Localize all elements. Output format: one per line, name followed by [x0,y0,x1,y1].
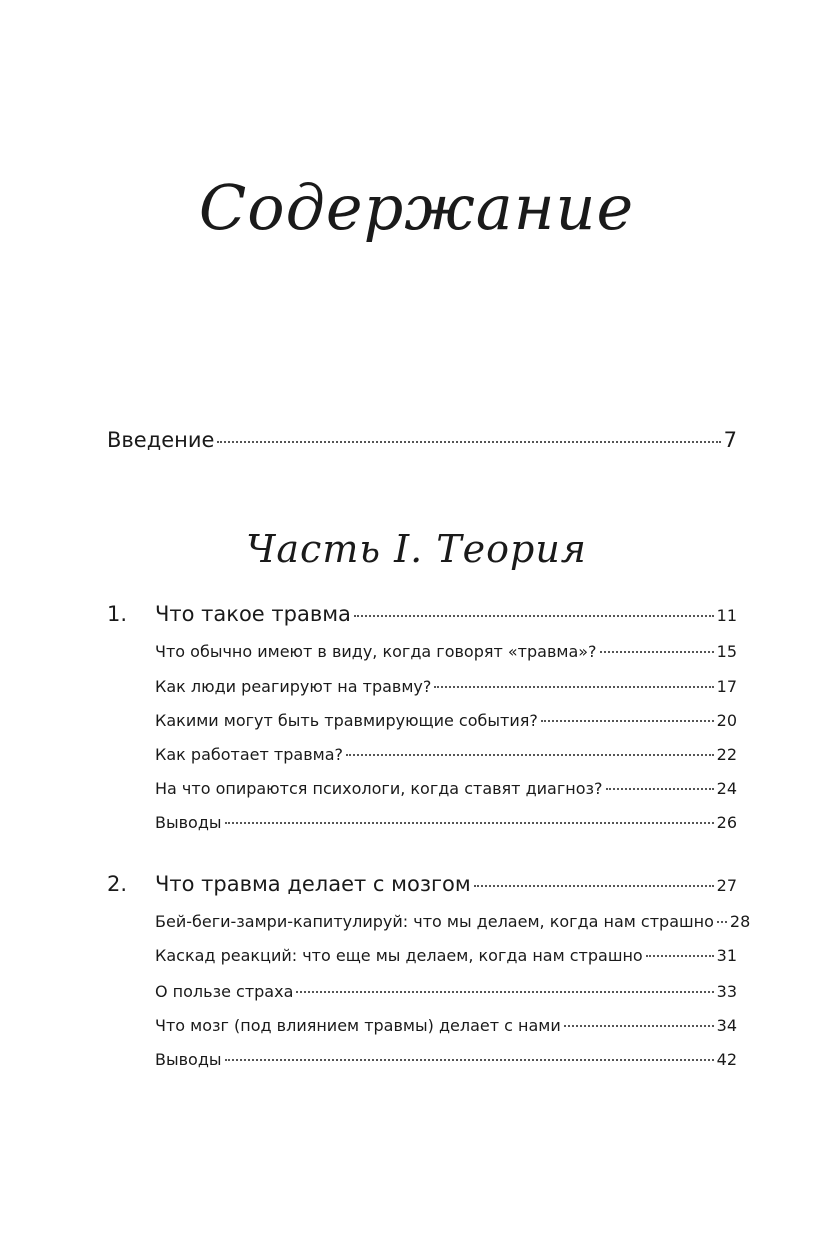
section-title: Какими могут быть травмирующие события? [155,711,538,730]
toc-page-number: 34 [716,1016,737,1035]
toc-section[interactable] [155,910,751,934]
toc-section[interactable] [155,1014,737,1038]
dot-leader [564,1025,714,1027]
toc-page-number: 7 [723,428,737,452]
section-title: Выводы [155,813,222,832]
toc-entry-intro[interactable] [107,424,737,456]
dot-leader [296,991,713,993]
toc-page-number: 31 [716,946,737,965]
toc-page-number: 24 [716,779,737,798]
toc-page-number: 27 [716,876,737,895]
dot-leader [354,615,714,617]
dot-leader [225,822,714,824]
toc-section[interactable] [155,1048,737,1072]
toc-page-number: 42 [716,1050,737,1069]
section-title: Как работает травма? [155,745,343,764]
toc-section[interactable] [155,640,737,664]
dot-leader [646,955,714,957]
section-title: Каскад реакций: что еще мы делаем, когда нам страшно [155,946,643,965]
dot-leader [541,720,714,722]
toc-page-number: 22 [716,745,737,764]
toc-entry-label: Введение [107,428,215,452]
toc-section[interactable] [155,777,737,801]
toc-page-number: 20 [716,711,737,730]
toc-page-number: 28 [729,912,751,931]
toc-page-number: 33 [716,982,737,1001]
section-title: Как люди реагируют на травму? [155,677,432,696]
toc-page-number: 15 [716,642,737,661]
section-title: Что обычно имеют в виду, когда говорят «травма»? [155,642,597,661]
section-title: Выводы [155,1050,222,1069]
chapter-title: Что травма делает с мозгом [155,872,471,896]
toc-section[interactable] [155,709,737,733]
toc-chapter-2[interactable] [107,868,737,902]
section-title: О пользе страха [155,982,294,1001]
dot-leader [346,754,714,756]
toc-page-number: 17 [716,677,737,696]
dot-leader [717,921,727,923]
toc-section[interactable] [155,980,737,1004]
section-title: Бей-беги-замри-капитулируй: что мы делаем, когда нам страшно [155,912,714,931]
toc-section[interactable] [155,944,737,968]
dot-leader [225,1059,714,1061]
section-title: На что опираются психологи, когда ставят диагноз? [155,779,603,798]
dot-leader [474,885,714,887]
toc-chapter-1[interactable] [107,598,737,632]
toc-section[interactable] [155,743,737,767]
chapter-number: 2. [107,872,128,896]
section-title: Что мозг (под влиянием травмы) делает с нами [155,1016,561,1035]
part-title: Часть I. Теория [246,527,587,571]
dot-leader [217,441,720,443]
dot-leader [606,788,714,790]
chapter-number: 1. [107,602,128,626]
toc-section[interactable] [155,811,737,835]
toc-section[interactable] [155,675,737,699]
toc-page-number: 11 [716,606,737,625]
dot-leader [600,651,714,653]
chapter-title: Что такое травма [155,602,351,626]
toc-page-number: 26 [716,813,737,832]
dot-leader [434,686,713,688]
page-title: Содержание [198,171,635,244]
